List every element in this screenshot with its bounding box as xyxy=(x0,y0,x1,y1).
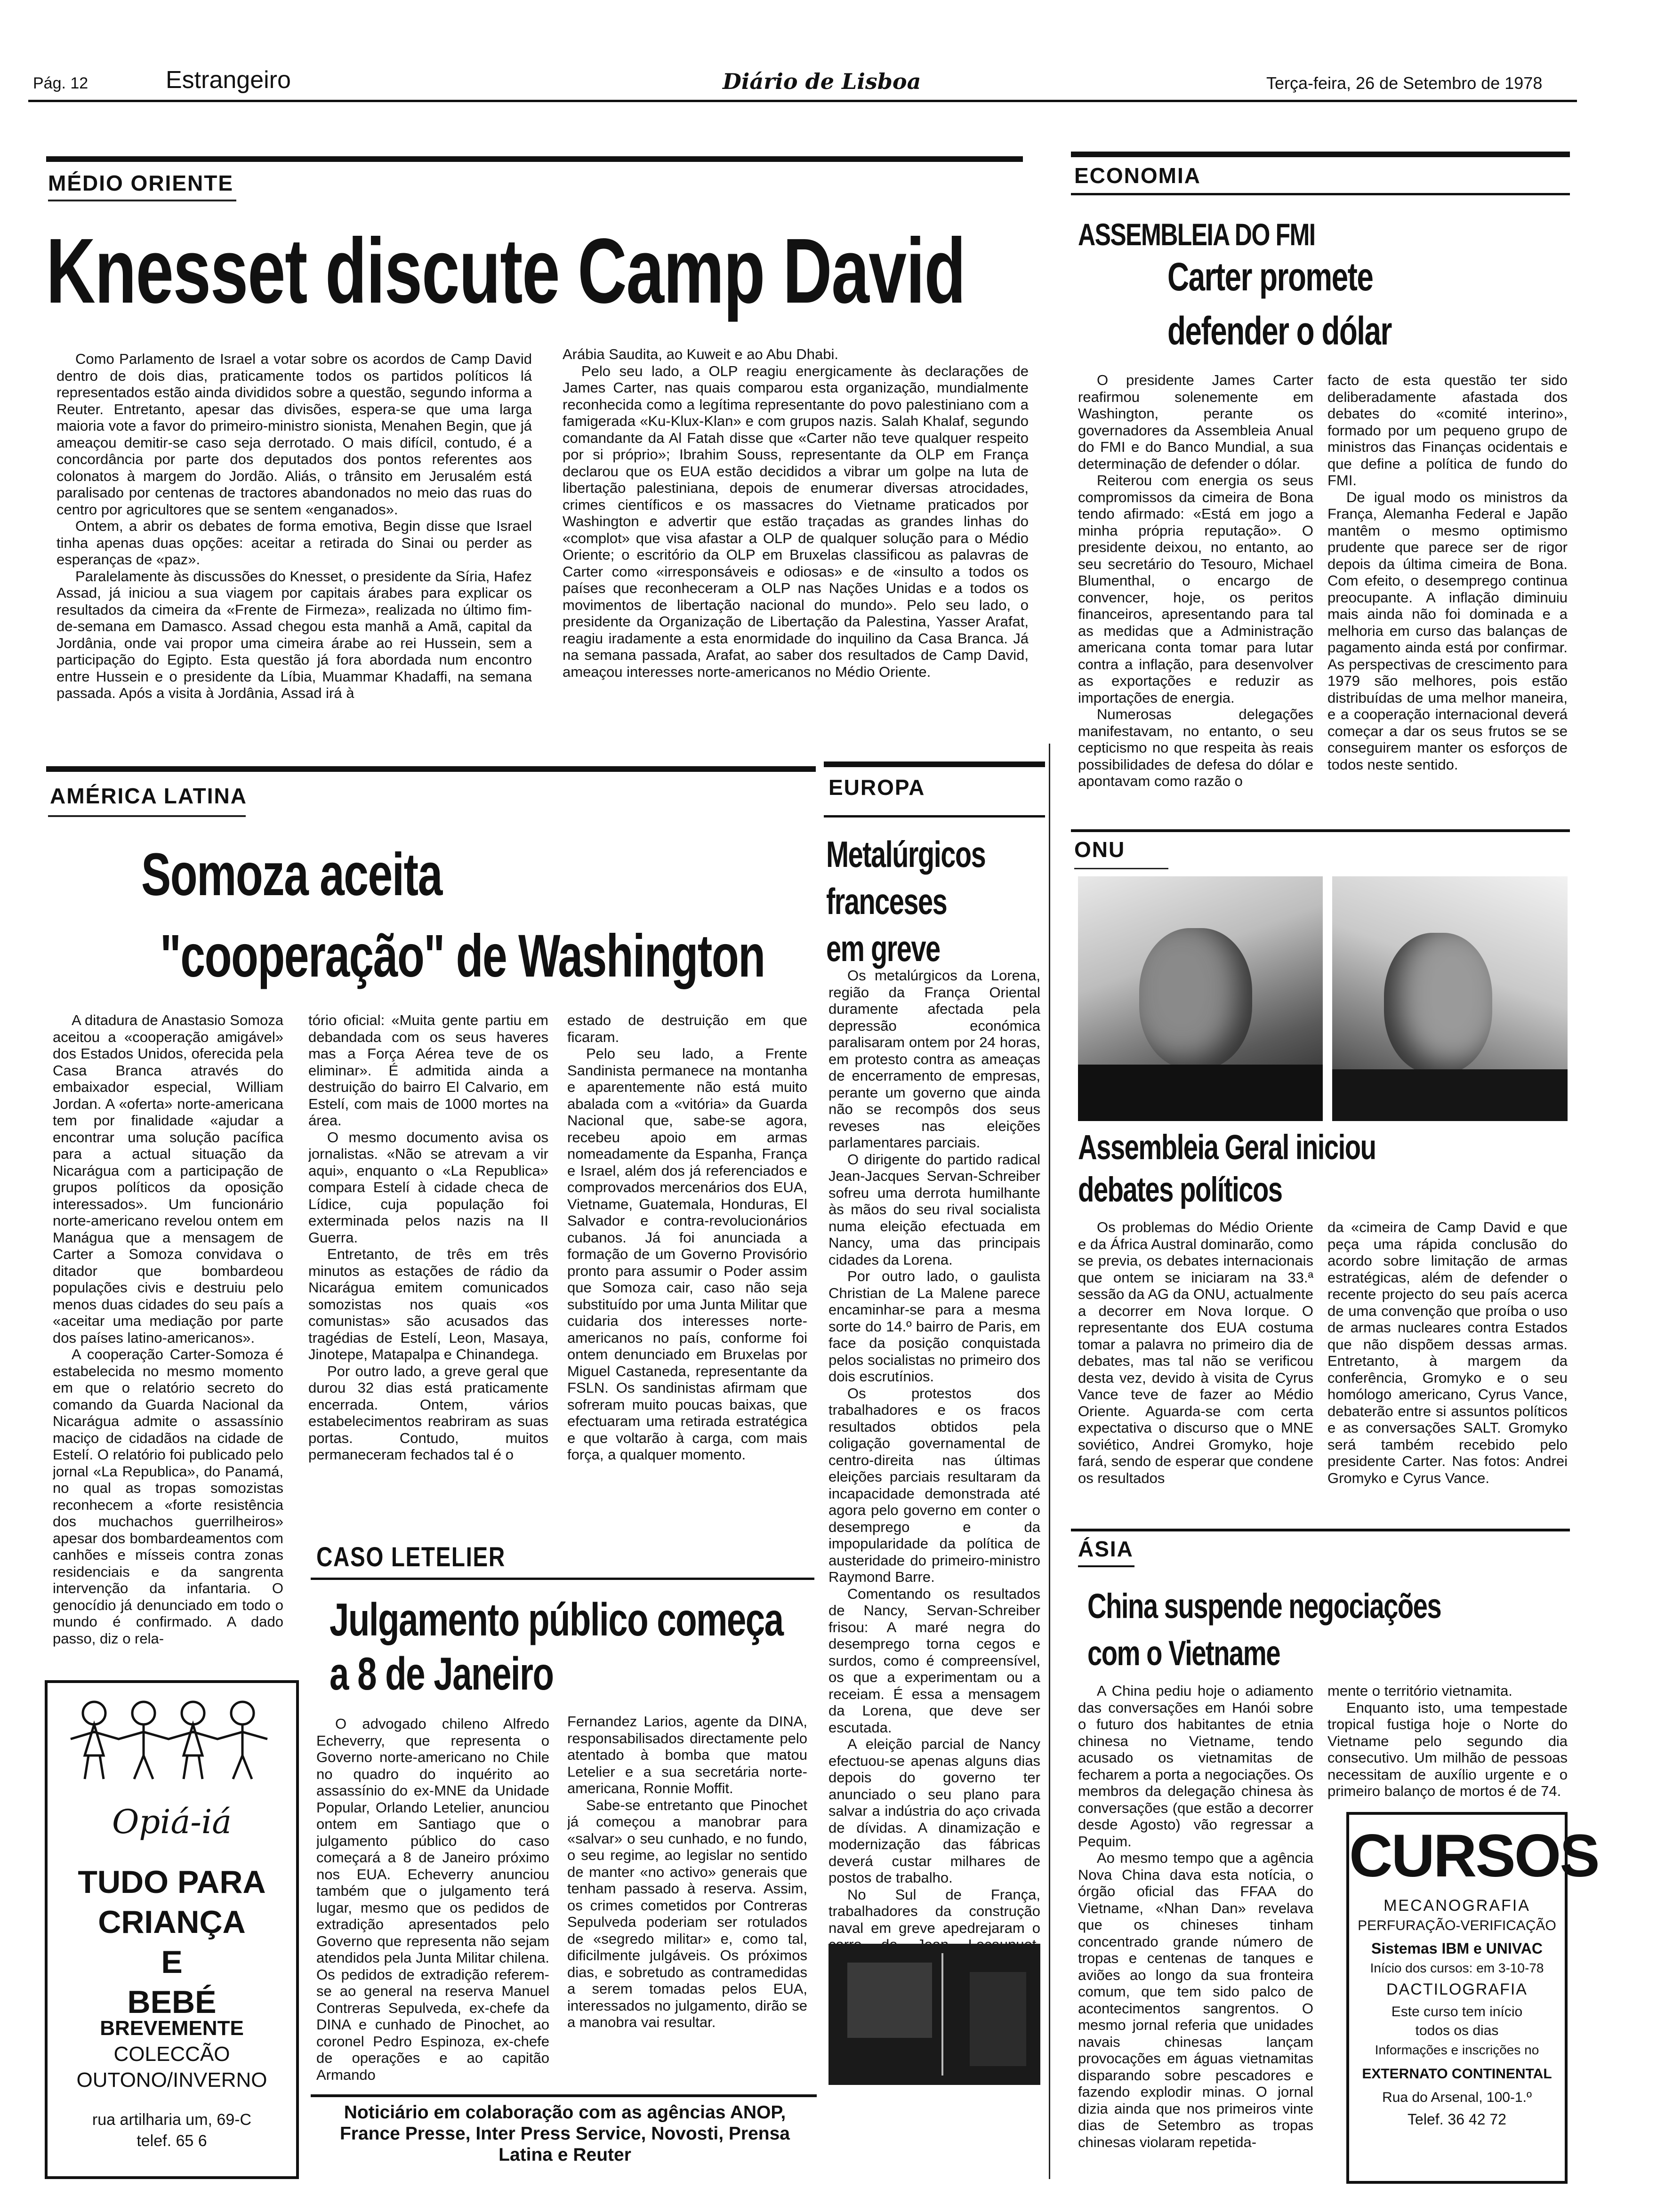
ad-cursos-line6: Este curso tem início xyxy=(1391,2004,1523,2020)
economia-label-rule xyxy=(1071,193,1570,195)
ad-cursos-line8: Informações e inscrições no xyxy=(1375,2043,1539,2057)
caso-letelier-rule xyxy=(311,1578,814,1580)
medio-oriente-col2 xyxy=(563,346,1029,722)
paragraph: da «cimeira de Camp David e que peça uma rápida conclusão do acordo sobre limitação de armas estratégicas, além de defender o recente projecto do seu país acerca de uma convenção que proíba o uso de armas nucleares contra Estados que não dispõem dessas armas. Entretanto, à margem da conferência, Gromyko e o seu homólogo americano, Cyrus Vance, debaterão entre si assuntos políticos e as conversações SALT. Gromyko será também recebido pelo presidente Carter. Nas fotos: Andrei Gromyko e Cyrus Vance. xyxy=(1327,1219,1568,1486)
section-title: Estrangeiro xyxy=(166,66,291,94)
asia-headline-1: China suspende negociações xyxy=(1087,1587,1441,1626)
caso-letelier-headline-1: Julgamento público começa xyxy=(330,1594,783,1645)
paragraph: Paralelamente às discussões do Knesset, o presidente da Síria, Hafez Assad, já iniciou a sua viagem por capitais árabes para explicar os resultados da cimeira da «Frente de Firmeza», realizada no último fim-de-semana em Damasco. Assad chegou esta manhã a Amã, capital da Jordânia, onde vai propor uma cimeira árabe ao rei Hussein, sem a participação do Egipto. Esta questão já fora abordada num encontro entre Hussein e o presidente da Líbia, Muammar Khadaffi, na semana passada. Após a visita à Jordânia, Assad irá à xyxy=(56,568,532,701)
medio-oriente-headline: Knesset discute Camp David xyxy=(46,219,965,322)
ad-kids-phone: telef. 65 6 xyxy=(137,2132,207,2150)
ad-cursos-line7: todos os dias xyxy=(1415,2023,1499,2038)
asia-label-rule xyxy=(1078,1565,1134,1567)
onu-col2 xyxy=(1327,1219,1568,1520)
ad-kids-brand: Opiá-iá xyxy=(112,1803,232,1841)
ad-kids-line3: E xyxy=(161,1944,183,1980)
paragraph: Reiterou com energia os seus compromissos da cimeira de Bona tendo afirmado: «Está em jogo a minha própria reputação». O presidente deixou, no entanto, ao seu secretário do Tesouro, Michael Blumenthal, o encargo de convencer, hoje, os peritos financeiros, apresentando para tal as medidas que a Administração americana conta tomar para lutar contra a inflação, para desenvolver as exportações e reduzir as importações de energia. xyxy=(1078,472,1313,706)
masthead: Diário de Lisboa xyxy=(723,69,921,94)
europa-label-rule xyxy=(824,815,1045,817)
economia-headline-1: Carter promete xyxy=(1167,255,1373,299)
paragraph: facto de esta questão ter sido deliberadamente afastada dos debates do «comité interino», formado por um pequeno grupo de ministros das Finanças ocidentais e que define a política de fundo do FMI. xyxy=(1327,372,1568,489)
medio-oriente-label: MÉDIO ORIENTE xyxy=(48,171,234,195)
paragraph: O presidente James Carter reafirmou solenemente em Washington, perante os governadores da Assembleia Anual do FMI e do Banco Mundial, a sua determinação de defender o dólar. xyxy=(1078,372,1313,472)
paragraph: Por outro lado, a greve geral que durou 32 dias está praticamente encerrada. Ontem, vários estabelecimentos reabriram as suas portas. Contudo, muitos permaneceram fechados tal é o xyxy=(308,1362,548,1463)
onu-label: ONU xyxy=(1074,837,1126,862)
america-latina-headline-2: "cooperação" de Washington xyxy=(160,922,765,990)
ad-kids-address: rua artilharia um, 69-C xyxy=(92,2111,252,2129)
onu-headline-1: Assembleia Geral iniciou xyxy=(1078,1128,1376,1167)
ad-kids-line7: OUTONO/INVERNO xyxy=(76,2068,267,2092)
photo-gromyko xyxy=(1078,876,1323,1121)
america-latina-label-rule xyxy=(48,815,246,817)
photo-face xyxy=(1139,928,1252,1069)
asia-col2 xyxy=(1327,1683,1568,1800)
asia-col1 xyxy=(1078,1683,1313,2181)
ad-cursos-line1: MECANOGRAFIA xyxy=(1384,1897,1530,1915)
agencies-note: Noticiário em colaboração com as agências ANOP, France Presse, Inter Press Service, Novosti, Prensa Latina e Reuter xyxy=(339,2102,790,2165)
child-head xyxy=(231,1702,254,1724)
america-latina-col1 xyxy=(53,1012,283,1666)
caso-letelier-label: CASO LETELIER xyxy=(316,1542,506,1572)
paragraph: Por outro lado, o gaulista Christian de La Malene parece encaminhar-se para a mesma sorte do 14.º bairro de Paris, em face da posição conquistada pelos socialistas no primeiro dos dois escrutínios. xyxy=(828,1268,1040,1385)
ad-cursos-line11: Telef. 36 42 72 xyxy=(1408,2111,1506,2128)
ad-cursos-line4: Início dos cursos: em 3-10-78 xyxy=(1370,1961,1544,1975)
paragraph: Os protestos dos trabalhadores e os fracos resultados obtidos pela coligação governamental de centro-direita nas últimas eleições parciais resultaram da incapacidade demonstrada até agora pelo governo em conter o desemprego e da impopularidade da política de austeridade do primeiro-ministro Raymond Barre. xyxy=(828,1385,1040,1585)
europa-headline-3: em greve xyxy=(826,928,940,969)
paragraph: O dirigente do partido radical Jean-Jacques Servan-Schreiber sofreu uma derrota humilhante às mãos do seu rival socialista numa eleição efectuada em Nancy, uma das principais cidades da Lorena. xyxy=(828,1151,1040,1268)
onu-top-rule xyxy=(1071,829,1570,832)
america-latina-col3 xyxy=(567,1012,807,1530)
asia-top-rule xyxy=(1071,1529,1570,1531)
europa-headline-2: franceses xyxy=(826,881,947,922)
paragraph: estado de destruição em que ficaram. xyxy=(567,1012,807,1045)
ad-kids-line6: COLECCÃO xyxy=(113,2043,230,2066)
europa-label: EUROPA xyxy=(828,775,925,800)
ad-kids-line4: BEBÉ xyxy=(127,1984,217,2020)
ad-kids-line5: BREVEMENTE xyxy=(100,2017,244,2040)
economia-label: ECONOMIA xyxy=(1074,163,1201,188)
page-number: Pág. 12 xyxy=(33,74,88,92)
photo-detail xyxy=(847,1963,932,2038)
paragraph: Ao mesmo tempo que a agência Nova China dava esta notícia, o órgão oficial das FFAA do Vietname, «Nhan Dan» revelava que os chineses tinham concentrado grande número de tropas e centenas de tanques e aviões ao longo da sua fronteira comum, que tem sido palco de acontecimentos sangrentos. O mesmo jornal referia que unidades navais chinesas lançam provocações em águas vietnamitas disparando sobre pescadores e fazendo explodir minas. O jornal dizia ainda que nos primeiros vinte dias de Setembro as tropas chinesas violaram repetida- xyxy=(1078,1850,1313,2150)
paragraph: Sabe-se entretanto que Pinochet já começou a manobrar para «salvar» o seu cunhado, e no fundo, o seu regime, ao legislar no sentido de manter «no activo» generais que tenham passado à reserva. Assim, os crimes cometidos por Contreras Sepulveda poderiam ser rotulados de «segredo militar» e, como tal, dificilmente julgáveis. Os próximos dias, e sobretudo as contramedidas a serem tomadas pelos EUA, interessados no julgamento, dirão se a manobra vai resultar. xyxy=(567,1796,807,2030)
child-head xyxy=(132,1702,155,1724)
paragraph: Pelo seu lado, a OLP reagiu energicamente às declarações de James Carter, nas quais comparou esta organização, mundialmente reconhecida como a legítima representante do povo palestiniano com a famigerada «Ku-Klux-Klan» e com grupos nazis. Salah Khalaf, segundo comandante da Al Fatah disse que «Carter não teve qualquer respeito por si próprio»; Ibrahim Souss, representante da OLP em França declarou que os EUA estão decididos a vibrar um golpe na luta de libertação palestiniana, depois de enumerar diversas atrocidades, crimes científicos e os massacres do Vietname praticados por Washington e advertir que estão traçadas as grandes linhas do «complot» que visa afastar a OLP de qualquer solução para o Médio Oriente; o escritório da OLP em Bruxelas classificou as palavras de Carter como «irresponsáveis e odiosas» e de «insulto a todos os países que reconheceram a OLP nas Nações Unidas e a todos os movimentos de libertação nacional do mundo». Pelo seu lado, o presidente da Organização de Libertação da Palestina, Yasser Arafat, reagiu iradamente a esta enormidade do inquilino da Casa Branca. Já na semana passada, Arafat, ao saber dos resultados de Camp David, ameaçou interesses norte-americanos no Médio Oriente. xyxy=(563,362,1029,680)
medio-oriente-top-rule xyxy=(46,156,1023,162)
asia-label: ÁSIA xyxy=(1078,1537,1134,1561)
caso-letelier-headline-2: a 8 de Janeiro xyxy=(330,1648,554,1699)
paragraph: O mesmo documento avisa os jornalistas. «Não se atrevam a vir aqui», enquanto o «La Republica» compara Estelí à cidade checa de Lídice, cuja população foi exterminada pelos nazis na II Guerra. xyxy=(308,1129,548,1246)
ad-cursos-title: CURSOS xyxy=(1349,1822,1599,1890)
europa-photo xyxy=(828,1944,1040,2085)
paragraph: Como Parlamento de Israel a votar sobre os acordos de Camp David dentro de dois dias, praticamente todos os partidos políticos lá representados estão ainda divididos sobre a questão, segundo informa a Reuter. Entretanto, apesar das divisões, espera-se que uma larga maioria vote a favor do primeiro-ministro sionista, Menahen Begin, que já ameaçou demitir-se caso seja derrotado. O mais difícil, contudo, é a concordância por parte dos deputados dos pontos referentes aos colonatos à margem do Jordão. Aliás, o trânsito em Jerusalém está paralisado por centenas de tractores abandonados no meio das ruas do centro por agricultores que se sentem «enganados». xyxy=(56,351,532,518)
ad-cursos-line3: Sistemas IBM e UNIVAC xyxy=(1371,1940,1543,1957)
onu-col1 xyxy=(1078,1219,1313,1520)
ad-cursos-line9: EXTERNATO CONTINENTAL xyxy=(1362,2066,1552,2082)
photo-vance xyxy=(1332,876,1568,1121)
paragraph: Ontem, a abrir os debates de forma emotiva, Begin disse que Israel tinha apenas duas opções: aceitar a retirada do Sinai ou perder as esperanças de «paz». xyxy=(56,518,532,568)
economia-kicker: ASSEMBLEIA DO FMI xyxy=(1078,217,1315,252)
paragraph: mente o território vietnamita. xyxy=(1327,1683,1512,1699)
paragraph: A eleição parcial de Nancy efectuou-se apenas alguns dias depois do governo ter anunciado o seu plano para salvar a indústria do aço crivada de dívidas. A dinamização e modernização das fábricas deverá custar milhares de postos de trabalho. xyxy=(828,1736,1040,1886)
america-latina-col2 xyxy=(308,1012,548,1530)
medio-oriente-col1 xyxy=(56,351,532,722)
paragraph: De igual modo os ministros da França, Alemanha Federal e Japão mantêm o mesmo optimismo prudente que parece ser de rigor depois da última cimeira de Bona. Com efeito, o desemprego continua preocupante. A inflação diminuiu mais ainda não foi dominada e a melhoria em curso das balanças de pagamento ainda está por confirmar. As perspectivas de crescimento para 1979 são melhores, pois estão distribuídas de uma melhor maneira, e a cooperação internacional deverá começar a dar os seus frutos se se conseguirem manter os esforços de todos neste sentido. xyxy=(1327,489,1568,773)
ad-cursos-line10: Rua do Arsenal, 100-1.º xyxy=(1382,2090,1532,2105)
page-date: Terça-feira, 26 de Setembro de 1978 xyxy=(1266,73,1543,93)
column-divider xyxy=(1049,744,1050,2179)
america-latina-top-rule xyxy=(46,766,816,772)
photo-face xyxy=(1384,933,1492,1074)
photo-detail xyxy=(970,1972,1026,2066)
children-figures-icon xyxy=(66,1694,273,1784)
economia-headline-2: defender o dólar xyxy=(1167,309,1392,353)
paragraph: Entretanto, de três em três minutos as estações de rádio da Nicarágua emitem comunicados somozistas nos quais «os comunistas» são acusados das tragédias de Estelí, Leon, Masaya, Jinotepe, Matapalpa e Chinandega. xyxy=(308,1246,548,1362)
economia-col1 xyxy=(1078,372,1313,809)
ad-kids-line2: CRIANÇA xyxy=(98,1904,246,1940)
children-arms xyxy=(71,1732,267,1739)
header-rule xyxy=(28,100,1577,102)
america-latina-label: AMÉRICA LATINA xyxy=(50,784,247,808)
paragraph: Numerosas delegações manifestavam, no entanto, o seu cepticismo no que respeita às reais possibilidades de defesa do dólar e apontavam como razão o xyxy=(1078,706,1313,789)
photo-detail xyxy=(941,1953,943,2076)
paragraph: Fernandez Larios, agente da DINA, responsabilisados directamente pelo atentado à bomba que matou Letelier e a sua secretária norte-americana, Ronnie Moffit. xyxy=(567,1713,807,1796)
caso-letelier-col2 xyxy=(567,1713,807,2085)
economia-col2 xyxy=(1327,372,1568,809)
ad-cursos-line5: DACTILOGRAFIA xyxy=(1386,1980,1528,1998)
paragraph: Comentando os resultados de Nancy, Servan-Schreiber frisou: A maré negra do desemprego torna cegos e surdos, como é compreensível, os que a experimentam ou a receiam. É essa a mensagem da Lorena, que deve ser escutada. xyxy=(828,1585,1040,1736)
paragraph: tório oficial: «Muita gente partiu em debandada com os seus haveres mas a Força Aérea teve de os eliminar». É admitida ainda a destruição do bairro El Calvario, em Estelí, com mais de 1000 mortes na área. xyxy=(308,1012,548,1129)
agencies-rule xyxy=(311,2094,817,2097)
paragraph: Os metalúrgicos da Lorena, região da França Oriental duramente afectada pela depressão económica paralisaram ontem por 24 horas, em protesto contra as ameaças de encerramento de empresas, perante um governo que ainda não se recompôs dos seus reveses nas eleições parlamentares parciais. xyxy=(828,967,1040,1151)
paragraph: A ditadura de Anastasio Somoza aceitou a «cooperação amigável» dos Estados Unidos, oferecida pela Casa Branca através do embaixador especial, William Jordan. A «oferta» norte-americana tem por finalidade «ajudar a encontrar uma solução pacífica para a actual situação da Nicarágua com a participação de grupos políticos da oposição interessados». Um funcionário norte-americano revelou ontem em Manágua que a mensagem de Carter a Somoza convidava o ditador que bombardeou populações civis e destruiu pelo menos duas cidades do seu país a «aceitar uma mediação por parte dos países latino-americanos». xyxy=(53,1012,283,1346)
paragraph: No Sul de França, trabalhadores da construção naval em greve apedrejaram o xyxy=(828,1886,1040,1936)
onu-label-rule xyxy=(1074,868,1168,869)
ad-kids-line1: TUDO PARA xyxy=(78,1864,266,1900)
photo-coat xyxy=(1078,1065,1323,1121)
ad-cursos-line2: PERFURAÇÃO-VERIFICAÇÃO xyxy=(1358,1918,1556,1933)
paragraph: Enquanto isto, uma tempestade tropical fustiga hoje o Norte do Vietname pelo segundo dia consecutivo. Um milhão de pessoas necessitam de auxílio urgente e o primeiro balanço de mortos é de 74. xyxy=(1327,1699,1568,1799)
paragraph: O advogado chileno Alfredo Echeverry, que representa o Governo norte-americano no Chile no quadro do inquérito ao assassínio do ex-MNE da Unidade Popular, Orlando Letelier, anunciou ontem em Santiago que o julgamento público do caso começará a 8 de Janeiro próximo nos EUA. Echeverry anunciou também que o julgamento terá lugar, mesmo que os pedidos de extradição apresentados pelo Governo que representa não sejam atendidos pela Junta Militar chilena. Os pedidos de extradição referem-se ao general na reserva Manuel Contreras Sepulveda, ex-chefe da DINA e cunhado de Pinochet, ao coronel Pedro Espinoza, ex-chefe de operações e ao capitão Armando xyxy=(316,1715,549,2083)
paragraph: A cooperação Carter-Somoza é estabelecida no mesmo momento em que o relatório secreto do comando da Guarda Nacional da Nicarágua admite o assassínio maciço de cidadãos na cidade de Estelí. O relatório foi publicado pelo jornal «La Republica», do Panamá, no qual as tropas somozistas reconhecem a «forte resistência dos muchachos guerrilheiros» apesar dos bombardeamentos com canhões e mísseis contra zonas residenciais e da sangrenta intervenção da infantaria. O genocídio já denunciado em todo o mundo é confirmado. A dado passo, diz o rela- xyxy=(53,1346,283,1647)
medio-oriente-label-rule xyxy=(48,200,236,201)
photo-coat xyxy=(1332,1069,1568,1121)
economia-top-rule xyxy=(1071,152,1570,157)
paragraph: Arábia Saudita, ao Kuweit e ao Abu Dhabi. xyxy=(563,346,838,362)
caso-letelier-col1 xyxy=(316,1715,549,2083)
america-latina-headline-1: Somoza aceita xyxy=(141,841,442,908)
europa-headline-1: Metalúrgicos xyxy=(826,834,986,875)
paragraph: Os problemas do Médio Oriente e da África Austral dominarão, como se previa, os debates internacionais que ontem se iniciaram na 33.ª sessão da AG da ONU, actualmente a decorrer em Nova Iorque. O representante dos EUA costuma tomar a palavra no primeiro dia de debates, mas tal não se verificou desta vez, devido à visita de Cyrus Vance teve de fazer ao Médio Oriente. Aguarda-se com certa expectativa o discurso que o MNE soviético, Andrei Gromyko, hoje fará, sendo de esperar que condene os resultados xyxy=(1078,1219,1313,1486)
paragraph: Pelo seu lado, a Frente Sandinista permanece na montanha e aparentemente não está muito abalada com a «vitória» da Guarda Nacional que, sabe-se agora, recebeu apoio em armas nomeadamente da Espanha, França e Israel, além dos já referenciados e comprovados mercenários dos EUA, Vietname, Guatemala, Honduras, El Salvador e contra-revolucionários cubanos. Já foi anunciada a formação de um Governo Provisório pronto para assumir o Poder assim que Somoza cair, caso não seja substituído por uma Junta Militar que cuidaria dos interesses norte-americanos no país, conforme foi ontem denunciado em Bruxelas por Miguel Castaneda, representante da FSLN. Os sandinistas afirmam que sofreram muito poucas baixas, que efectuaram uma retirada estratégica e que voltarão à carga, com mais força, a qualquer momento. xyxy=(567,1045,807,1463)
onu-headline-2: debates políticos xyxy=(1078,1170,1282,1209)
asia-headline-2: com o Vietname xyxy=(1087,1634,1280,1673)
europa-top-rule xyxy=(824,761,1045,767)
paragraph: A China pediu hoje o adiamento das conversações em Hanói sobre o futuro dos habitantes de etnia chinesa no Vietname, tendo acusado os vietnamitas de fecharem a porta a negociações. Os membros da delegação chinesa às conversações (que estão a decorrer desde Agosto) vão regressar a Pequim. xyxy=(1078,1683,1313,1850)
